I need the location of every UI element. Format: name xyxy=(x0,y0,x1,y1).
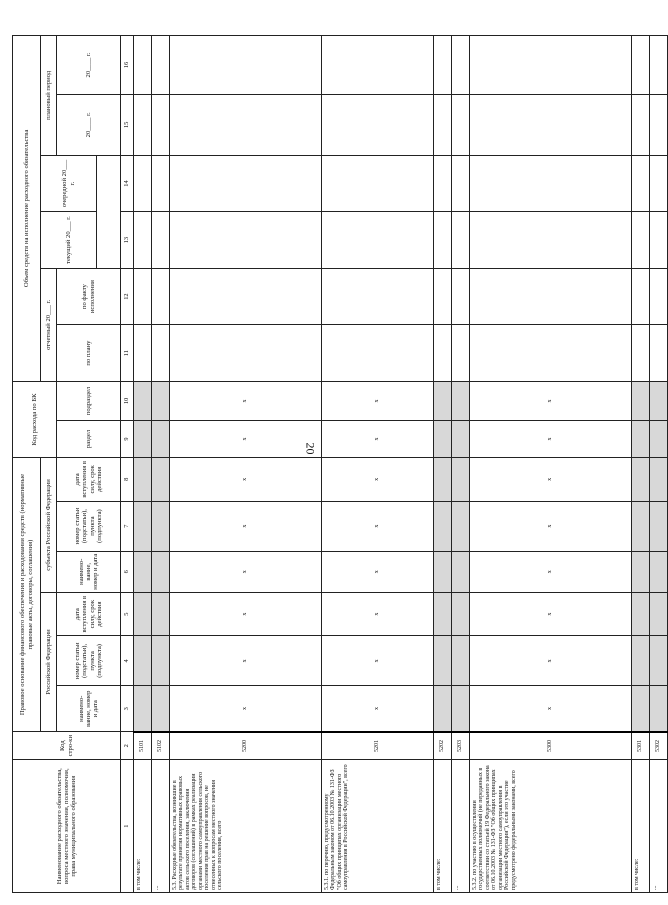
col-number: 9 xyxy=(121,421,134,458)
x-mark: x xyxy=(374,570,381,574)
cell-col-13 xyxy=(134,212,152,269)
cell-col-12 xyxy=(170,268,322,325)
cell-col-7 xyxy=(134,501,152,551)
col-number: 11 xyxy=(121,325,134,382)
table-row xyxy=(470,36,632,893)
col-number: 12 xyxy=(121,268,134,325)
cell-col-12 xyxy=(650,268,668,325)
cell-col-11 xyxy=(470,325,632,382)
cell-col-11 xyxy=(170,325,322,382)
cell-col-16 xyxy=(170,36,322,95)
cell-col-3 xyxy=(470,686,632,732)
col-number: 6 xyxy=(121,551,134,592)
col-number: 5 xyxy=(121,592,134,635)
cell-col-14 xyxy=(152,155,170,212)
cell-col-7 xyxy=(470,501,632,551)
cell-col-9 xyxy=(170,421,322,458)
cell-col-12 xyxy=(452,268,470,325)
cell-col-3 xyxy=(632,686,650,732)
cell-col-15 xyxy=(452,94,470,155)
header-by-plan: по плану xyxy=(57,325,121,382)
x-mark: x xyxy=(242,399,249,403)
cell-col-3 xyxy=(322,686,434,732)
x-mark: x xyxy=(374,612,381,616)
cell-col-11 xyxy=(134,325,152,382)
col-number: 8 xyxy=(121,458,134,502)
cell-col-10 xyxy=(134,381,152,420)
cell-col-14 xyxy=(322,155,434,212)
row-name: в том числе: xyxy=(632,760,650,893)
x-mark: x xyxy=(547,437,554,441)
header-legal-basis: Правовое основание финансового обеспечения и расходования средств (нормативные правовые акты, договоры, соглашения) xyxy=(13,458,41,732)
row-name: ... xyxy=(152,760,170,893)
row-name: ... xyxy=(452,760,470,893)
table-row xyxy=(434,36,452,893)
cell-col-12 xyxy=(134,268,152,325)
cell-col-15 xyxy=(632,94,650,155)
col-number: 7 xyxy=(121,501,134,551)
cell-col-13 xyxy=(152,212,170,269)
cell-col-3 xyxy=(434,686,452,732)
cell-col-6 xyxy=(632,551,650,592)
cell-col-12 xyxy=(152,268,170,325)
table-row xyxy=(170,36,322,893)
cell-col-15 xyxy=(434,94,452,155)
cell-col-16 xyxy=(322,36,434,95)
cell-col-12 xyxy=(434,268,452,325)
cell-col-6 xyxy=(134,551,152,592)
cell-col-9 xyxy=(152,421,170,458)
cell-col-5 xyxy=(632,592,650,635)
header-by-fact: по факту исполнения xyxy=(57,268,121,325)
cell-col-4 xyxy=(632,636,650,686)
header-podrazdel: подраздел xyxy=(57,381,121,420)
cell-col-6 xyxy=(650,551,668,592)
cell-col-10 xyxy=(170,381,322,420)
cell-col-8 xyxy=(650,458,668,502)
row-code: 5101 xyxy=(134,732,152,760)
cell-col-10 xyxy=(452,381,470,420)
cell-col-6 xyxy=(434,551,452,592)
cell-col-11 xyxy=(632,325,650,382)
row-name: в том числе: xyxy=(434,760,452,893)
cell-col-7 xyxy=(434,501,452,551)
cell-col-7 xyxy=(322,501,434,551)
cell-col-9 xyxy=(452,421,470,458)
cell-col-13 xyxy=(170,212,322,269)
cell-col-4 xyxy=(650,636,668,686)
header-plan-y2: 20____ г. xyxy=(57,36,121,95)
cell-col-5 xyxy=(650,592,668,635)
x-mark: x xyxy=(374,477,381,481)
cell-col-12 xyxy=(470,268,632,325)
cell-col-4 xyxy=(452,636,470,686)
expenditure-table xyxy=(12,35,668,893)
cell-col-11 xyxy=(452,325,470,382)
col-number: 13 xyxy=(121,212,134,269)
cell-col-16 xyxy=(650,36,668,95)
cell-col-5 xyxy=(152,592,170,635)
cell-col-13 xyxy=(452,212,470,269)
header-reporting: отчетный 20___ г. xyxy=(41,268,57,381)
table-row xyxy=(134,36,152,893)
cell-col-6 xyxy=(322,551,434,592)
row-code: 5201 xyxy=(322,732,434,760)
row-code: 5301 xyxy=(632,732,650,760)
header-subj-article: номер статьи (подстатьи), пункта (подпункта) xyxy=(57,501,121,551)
cell-col-10 xyxy=(650,381,668,420)
x-mark: x xyxy=(547,612,554,616)
col-number: 10 xyxy=(121,381,134,420)
cell-col-13 xyxy=(632,212,650,269)
cell-col-15 xyxy=(170,94,322,155)
row-code: 5302 xyxy=(650,732,668,760)
col-number: 2 xyxy=(121,732,134,760)
cell-col-4 xyxy=(152,636,170,686)
cell-col-9 xyxy=(134,421,152,458)
cell-col-13 xyxy=(650,212,668,269)
header-subject-rf: субъекта Российской Федерации xyxy=(41,458,57,593)
header-rf-date: дата вступления в силу, срок действия xyxy=(57,592,121,635)
cell-col-5 xyxy=(470,592,632,635)
x-mark: x xyxy=(547,524,554,528)
cell-col-8 xyxy=(170,458,322,502)
row-name: в том числе: xyxy=(134,760,152,893)
cell-col-4 xyxy=(434,636,452,686)
row-code: 5200 xyxy=(170,732,322,760)
x-mark: x xyxy=(374,659,381,663)
table-row xyxy=(650,36,668,893)
cell-col-11 xyxy=(152,325,170,382)
cell-col-7 xyxy=(452,501,470,551)
header-plan-y1: 20____ г. xyxy=(57,94,121,155)
cell-col-8 xyxy=(134,458,152,502)
cell-col-4 xyxy=(134,636,152,686)
cell-col-16 xyxy=(470,36,632,95)
cell-col-9 xyxy=(632,421,650,458)
x-mark: x xyxy=(547,477,554,481)
cell-col-7 xyxy=(632,501,650,551)
x-mark: x xyxy=(374,707,381,710)
rotated-table-container xyxy=(12,35,662,893)
cell-col-3 xyxy=(170,686,322,732)
cell-col-3 xyxy=(152,686,170,732)
cell-col-6 xyxy=(452,551,470,592)
cell-col-5 xyxy=(322,592,434,635)
cell-col-16 xyxy=(152,36,170,95)
x-mark: x xyxy=(374,399,381,403)
cell-col-4 xyxy=(170,636,322,686)
cell-col-4 xyxy=(322,636,434,686)
cell-col-10 xyxy=(322,381,434,420)
row-code: 5300 xyxy=(470,732,632,760)
row-name: 5.3.1. по перечню, предусмотренному Федеральным законом от 06.10.2003 № 131-ФЗ "Об общих принципах организации местного самоуправления в Российской Федерации", всего xyxy=(322,760,434,893)
cell-col-12 xyxy=(632,268,650,325)
cell-col-16 xyxy=(452,36,470,95)
cell-col-8 xyxy=(452,458,470,502)
cell-col-11 xyxy=(650,325,668,382)
header-current: текущий 20___ г. xyxy=(41,212,97,269)
cell-col-15 xyxy=(650,94,668,155)
cell-col-14 xyxy=(452,155,470,212)
col-number: 3 xyxy=(121,686,134,732)
x-mark: x xyxy=(242,477,249,481)
cell-col-6 xyxy=(170,551,322,592)
cell-col-12 xyxy=(322,268,434,325)
cell-col-5 xyxy=(170,592,322,635)
header-name: Наименование расходного обязательства, вопроса местного значения, полномочия, права муниципального образования xyxy=(13,760,121,893)
cell-col-13 xyxy=(322,212,434,269)
cell-col-11 xyxy=(322,325,434,382)
table-row xyxy=(322,36,434,893)
row-code: 5202 xyxy=(434,732,452,760)
cell-col-16 xyxy=(434,36,452,95)
col-number: 4 xyxy=(121,636,134,686)
cell-col-8 xyxy=(470,458,632,502)
cell-col-8 xyxy=(322,458,434,502)
col-number: 16 xyxy=(121,36,134,95)
cell-col-3 xyxy=(452,686,470,732)
x-mark: x xyxy=(242,612,249,616)
header-code: Код стро-ки xyxy=(13,732,121,760)
cell-col-9 xyxy=(322,421,434,458)
cell-col-7 xyxy=(152,501,170,551)
cell-col-7 xyxy=(650,501,668,551)
cell-col-14 xyxy=(632,155,650,212)
cell-col-11 xyxy=(434,325,452,382)
header-volume: Объем средств на исполнение расходного обязательства xyxy=(13,36,41,382)
x-mark: x xyxy=(547,707,554,710)
cell-col-5 xyxy=(434,592,452,635)
cell-col-13 xyxy=(470,212,632,269)
x-mark: x xyxy=(547,570,554,574)
cell-col-8 xyxy=(632,458,650,502)
cell-col-5 xyxy=(134,592,152,635)
cell-col-10 xyxy=(434,381,452,420)
cell-col-9 xyxy=(650,421,668,458)
cell-col-8 xyxy=(434,458,452,502)
x-mark: x xyxy=(547,659,554,663)
header-subj-name: наимено-вание, номер и дата xyxy=(57,551,121,592)
row-name: 5.3.2. по участию в осуществлении государственных полномочий (не переданных в соответствии со статьей 19 Федерального закона от 06.10.2003 № 131-ФЗ "Об общих принципах организации местного самоуправления в Российской Федерации"), если это участие предусмотрено федеральными законами, всего xyxy=(470,760,632,893)
cell-col-10 xyxy=(152,381,170,420)
cell-col-9 xyxy=(470,421,632,458)
x-mark: x xyxy=(242,659,249,663)
cell-col-15 xyxy=(470,94,632,155)
cell-col-8 xyxy=(152,458,170,502)
x-mark: x xyxy=(242,524,249,528)
header-rf-name: наимено-вание, номер и дата xyxy=(57,686,121,732)
cell-col-6 xyxy=(470,551,632,592)
cell-col-15 xyxy=(152,94,170,155)
header-bk: Код расхода по БК xyxy=(13,381,57,457)
header-next: очередной 20___ г. xyxy=(41,155,97,212)
header-rf-article: номер статьи (подстатьи), пункта (подпункта) xyxy=(57,636,121,686)
cell-col-16 xyxy=(134,36,152,95)
cell-col-5 xyxy=(452,592,470,635)
table-row xyxy=(152,36,170,893)
table-row xyxy=(632,36,650,893)
x-mark: x xyxy=(547,399,554,403)
col-number: 15 xyxy=(121,94,134,155)
header-rf: Российской Федерации xyxy=(41,592,57,731)
cell-col-3 xyxy=(650,686,668,732)
header-subj-date: дата вступления в силу, срок действия xyxy=(57,458,121,502)
cell-col-13 xyxy=(434,212,452,269)
cell-col-3 xyxy=(134,686,152,732)
cell-col-14 xyxy=(134,155,152,212)
x-mark: x xyxy=(374,437,381,441)
cell-col-7 xyxy=(170,501,322,551)
cell-col-14 xyxy=(470,155,632,212)
x-mark: x xyxy=(242,707,249,710)
row-code: 5203 xyxy=(452,732,470,760)
cell-col-10 xyxy=(632,381,650,420)
x-mark: x xyxy=(242,570,249,574)
cell-col-14 xyxy=(170,155,322,212)
cell-col-15 xyxy=(322,94,434,155)
x-mark: x xyxy=(242,437,249,441)
x-mark: x xyxy=(374,524,381,528)
header-razdel: раздел xyxy=(57,421,121,458)
col-number: 14 xyxy=(121,155,134,212)
cell-col-14 xyxy=(434,155,452,212)
cell-col-4 xyxy=(470,636,632,686)
cell-col-10 xyxy=(470,381,632,420)
col-number: 1 xyxy=(121,760,134,893)
cell-col-9 xyxy=(434,421,452,458)
table-row xyxy=(452,36,470,893)
row-name: 5.3. Расходные обязательства, возникшие в результате принятия нормативных правовых актов сельского поселения, заключения договоров (соглашений) в рамках реализации органами местного самоуправления сельского поселения прав на решение вопросов, не отнесенных к вопросам местного значения сельского поселения, всего xyxy=(170,760,322,893)
cell-col-6 xyxy=(152,551,170,592)
row-code: 5102 xyxy=(152,732,170,760)
cell-col-15 xyxy=(134,94,152,155)
cell-col-16 xyxy=(632,36,650,95)
cell-col-14 xyxy=(650,155,668,212)
row-name: ... xyxy=(650,760,668,893)
header-planned: плановый период xyxy=(41,36,57,156)
page-number: 20 xyxy=(303,442,318,455)
